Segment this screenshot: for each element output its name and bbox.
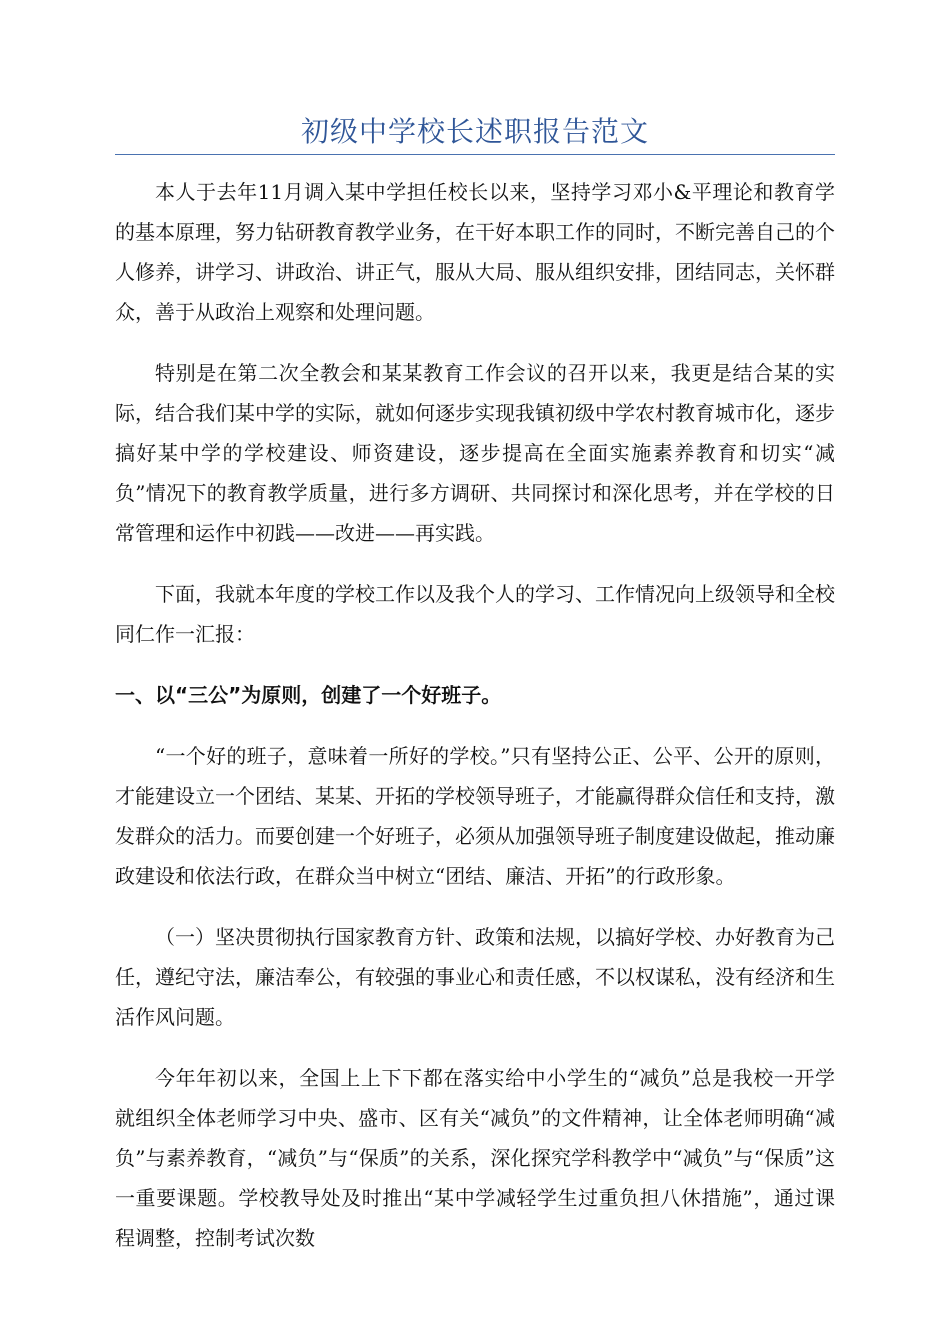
paragraph-item-one: （一）坚决贯彻执行国家教育方针、政策和法规，以搞好学校、办好教育为己任，遵纪守法，廉洁奉公，有较强的事业心和责任感，不以权谋私，没有经济和生活作风问题。	[115, 925, 835, 1029]
paragraph-background: 特别是在第二次全教会和某某教育工作会议的召开以来，我更是结合某的实际，结合我们某中学的实际，就如何逐步实现我镇初级中学农村教育城市化，逐步搞好某中学的学校建设、师资建设，逐步提高在全面实施素养教育和切实“减负”情况下的教育教学质量，进行多方调研、共同探讨和深化思考，并在学校的日常管理和运作中初践——改进——再实践。	[115, 361, 835, 545]
paragraph-burden-reduction: 今年年初以来，全国上上下下都在落实给中小学生的“减负”总是我校一开学就组织全体老师学习中央、盛市、区有关“减负”的文件精神，让全体老师明确“减负”与素养教育，“减负”与“保质”的关系，深化探究学科教学中“减负”与“保质”这一重要课题。学校教导处及时推出“某中学减轻学生过重负担八休措施”，通过课程调整，控制考试次数	[115, 1066, 835, 1250]
document-title: 初级中学校长述职报告范文	[300, 115, 649, 148]
section-heading: 一、以“三公”为原则，创建了一个好班子。	[115, 683, 502, 707]
paragraph-good-team: “一个好的班子，意味着一所好的学校。”只有坚持公正、公平、公开的原则，才能建设立一个团结、某某、开拓的学校领导班子，才能赢得群众信任和支持，激发群众的活力。而要创建一个好班子，必须从加强领导班子制度建设做起，推动廉政建设和依法行政，在群众当中树立“团结、廉洁、开拓”的行政形象。	[115, 744, 835, 888]
paragraph-intro: 本人于去年11月调入某中学担任校长以来，坚持学习邓小&平理论和教育学的基本原理，努力钻研教育教学业务，在干好本职工作的同时，不断完善自己的个人修养，讲学习、讲政治、讲正气，服从大局、服从组织安排，团结同志，关怀群众，善于从政治上观察和处理问题。	[115, 180, 835, 324]
title-underline	[115, 154, 835, 155]
document-body	[115, 172, 835, 1258]
paragraph-report-intro: 下面，我就本年度的学校工作以及我个人的学习、工作情况向上级领导和全校同仁作一汇报：	[115, 582, 835, 646]
